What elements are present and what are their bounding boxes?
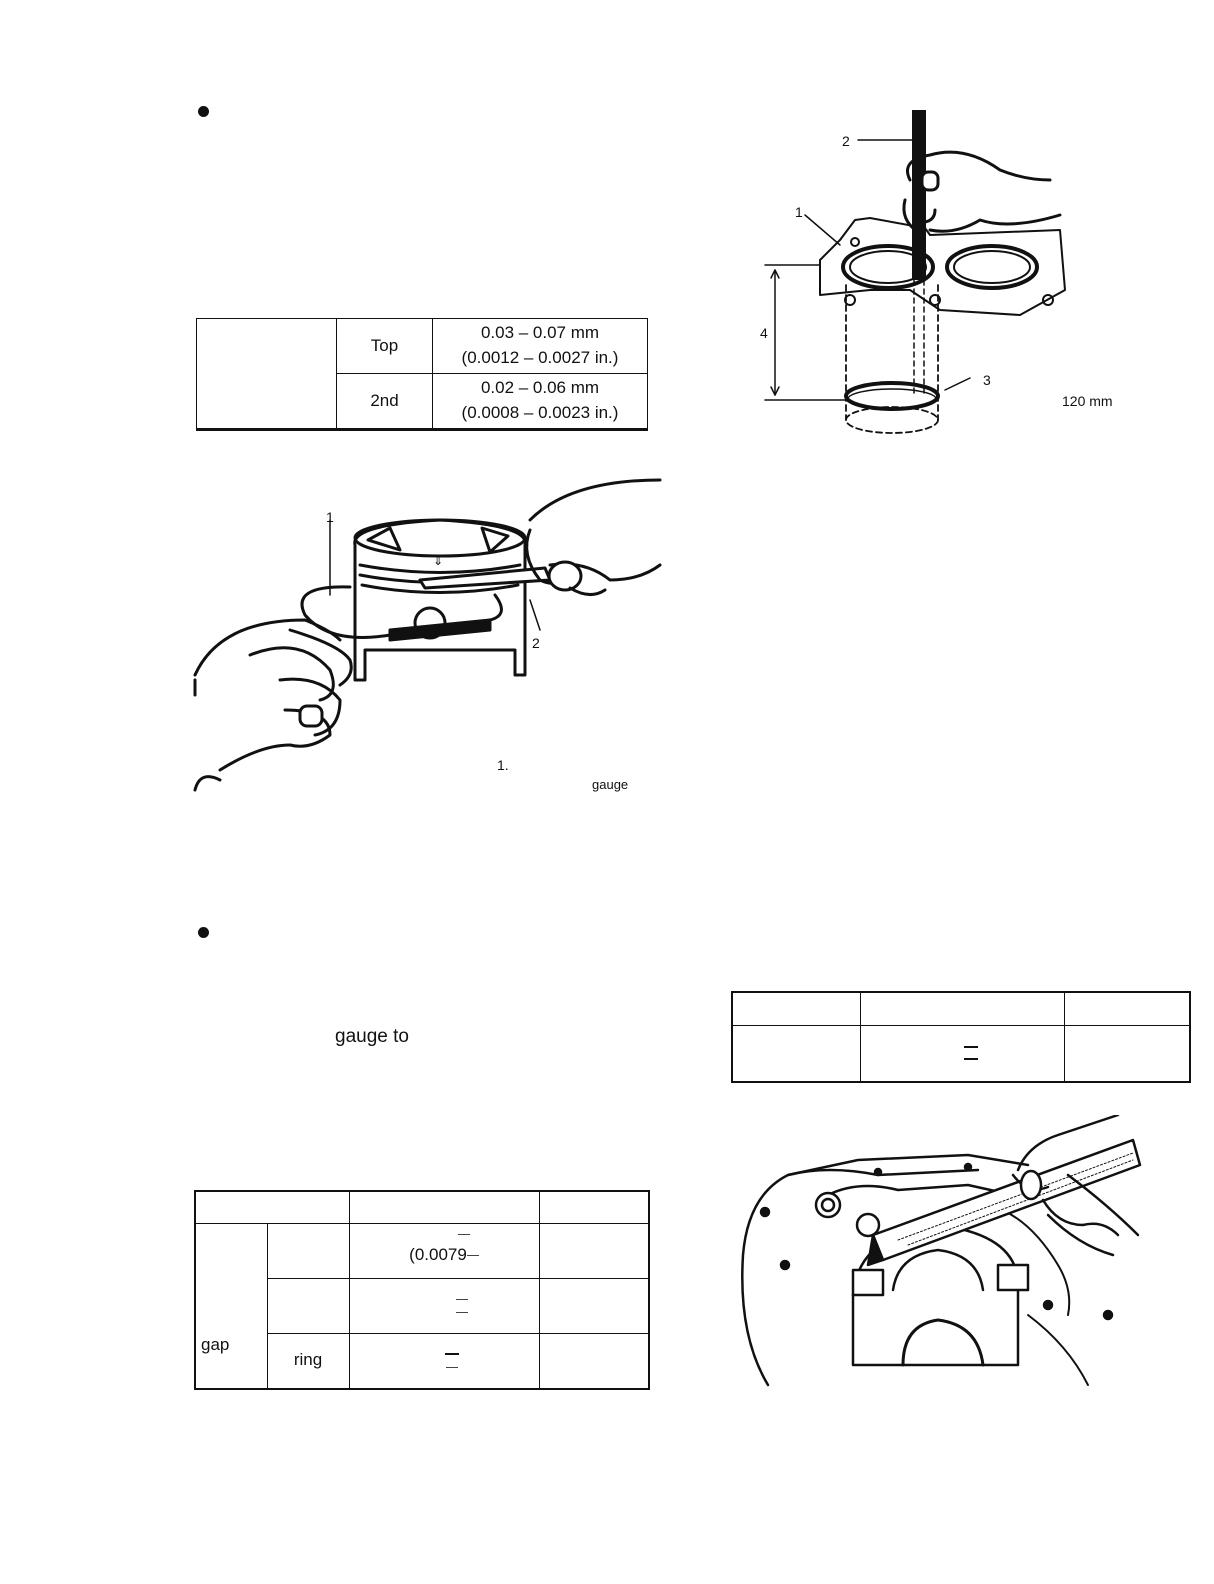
range-dash xyxy=(467,1255,479,1256)
range-dash xyxy=(446,1367,458,1368)
value-cell xyxy=(349,1333,539,1389)
limit-cell xyxy=(539,1278,649,1333)
callout-label: 2 xyxy=(532,635,540,651)
range-dash xyxy=(445,1353,459,1355)
header-cell xyxy=(539,1191,649,1223)
bullet-marker xyxy=(198,927,209,938)
header-cell xyxy=(349,1191,539,1223)
gap-label: gap xyxy=(201,1335,230,1355)
header-cell xyxy=(195,1191,349,1223)
piston-ring-illustration xyxy=(190,470,670,800)
callout-label: 4 xyxy=(760,325,768,341)
header-cell xyxy=(732,992,860,1025)
body-text-fragment: gauge to xyxy=(335,1026,409,1047)
spec-table-right xyxy=(731,991,1191,1083)
ring-filing-illustration xyxy=(728,1115,1148,1390)
ring-name-cell: Top xyxy=(337,319,433,374)
ring-name-cell xyxy=(267,1333,349,1389)
callout-label: 3 xyxy=(983,372,991,388)
callout-label: 1 xyxy=(326,509,334,525)
limit-cell xyxy=(539,1333,649,1389)
value-cell xyxy=(349,1278,539,1333)
table-label-cell xyxy=(197,319,337,430)
row-group-label xyxy=(195,1223,267,1389)
range-dash xyxy=(458,1234,470,1235)
range-dash xyxy=(964,1058,978,1060)
header-cell xyxy=(860,992,1064,1025)
callout-label: 2 xyxy=(842,133,850,149)
ring-name-cell xyxy=(267,1223,349,1278)
value-cell xyxy=(349,1223,539,1278)
label-cell xyxy=(732,1025,860,1082)
ring-side-clearance-table xyxy=(196,318,648,431)
cylinder-ring-gap-illustration xyxy=(760,110,1080,440)
ring-name-cell: 2nd xyxy=(337,374,433,430)
bullet-marker xyxy=(198,106,209,117)
value-cell xyxy=(860,1025,1064,1082)
limit-cell xyxy=(1064,1025,1190,1082)
range-dash xyxy=(964,1046,978,1048)
clearance-inch: (0.0012 – 0.0027 in.) xyxy=(461,348,619,367)
range-dash xyxy=(456,1299,468,1300)
clearance-value-cell xyxy=(433,374,648,430)
ring-label: ring xyxy=(293,1350,323,1370)
header-cell xyxy=(1064,992,1190,1025)
inch-fragment: (0.0079 xyxy=(409,1244,467,1264)
svg-text:⇓: ⇓ xyxy=(433,554,444,568)
limit-cell xyxy=(539,1223,649,1278)
clearance-mm: 0.03 – 0.07 mm xyxy=(480,323,600,343)
figure-caption-number: 1. xyxy=(497,757,509,773)
ring-name-cell xyxy=(267,1278,349,1333)
ring-end-gap-table xyxy=(194,1190,650,1390)
figure-caption-word: gauge xyxy=(592,777,629,792)
clearance-inch: (0.0008 – 0.0023 in.) xyxy=(461,403,619,422)
clearance-value-cell xyxy=(433,319,648,374)
range-dash xyxy=(456,1312,468,1313)
value-inch xyxy=(409,1243,479,1268)
clearance-mm: 0.02 – 0.06 mm xyxy=(480,378,600,398)
dimension-label: 120 mm xyxy=(1062,393,1113,409)
callout-label: 1 xyxy=(795,204,803,220)
